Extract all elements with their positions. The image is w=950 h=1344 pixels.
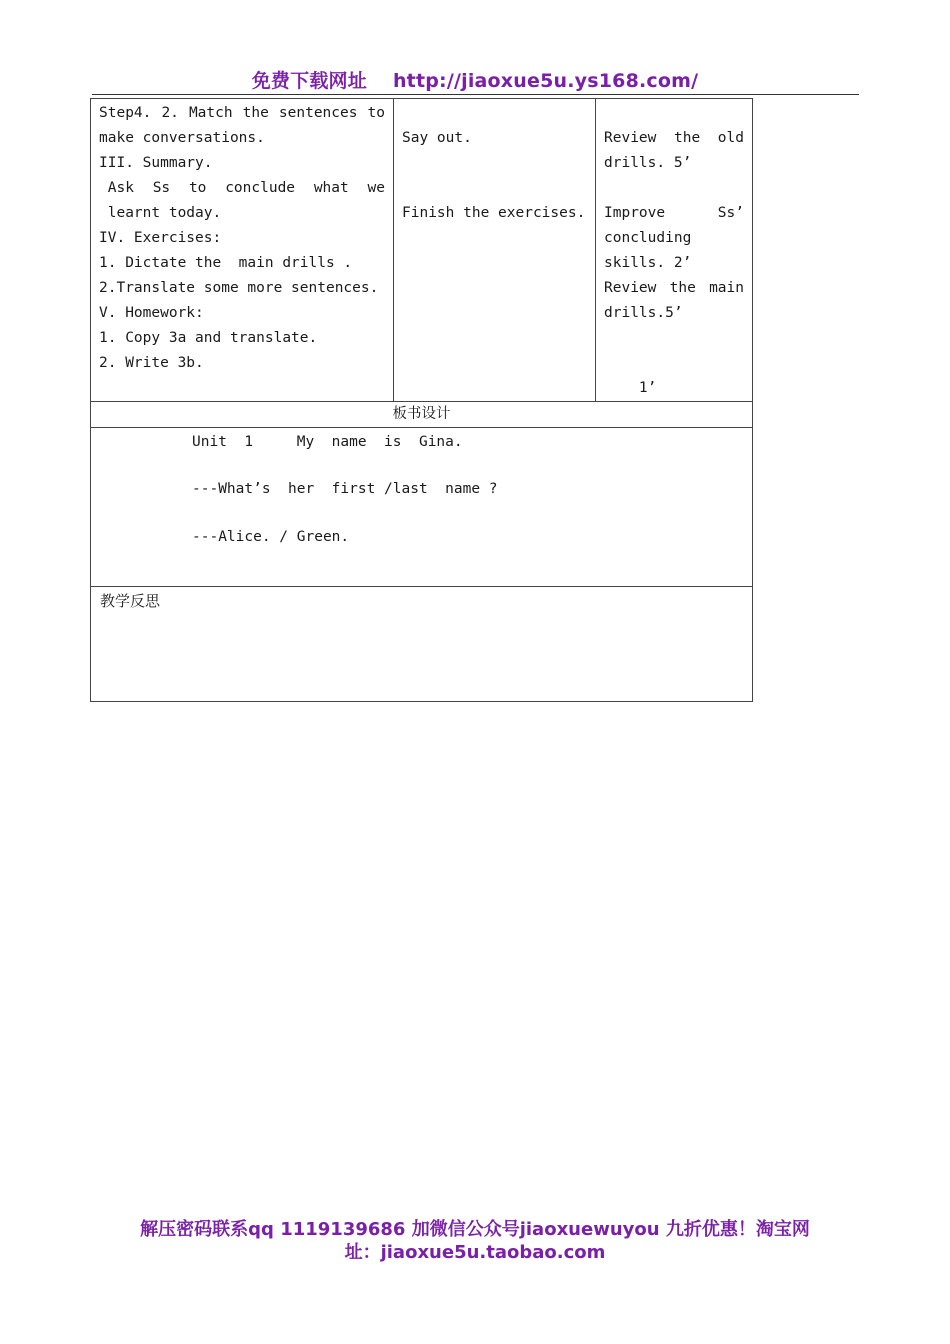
word: the: [669, 280, 696, 296]
word: Ss: [152, 180, 171, 196]
word: to: [367, 105, 385, 121]
text-line: 1. Copy 3a and translate.: [99, 330, 318, 346]
text-line: [99, 101, 385, 126]
word: to: [188, 180, 207, 196]
purpose-text: [596, 99, 752, 401]
text-line: [192, 455, 752, 479]
activity-text: [394, 99, 595, 226]
steps-text: [91, 99, 393, 376]
text-line: IV. Exercises:: [99, 230, 222, 246]
board-text: [91, 428, 752, 550]
text-line: 2.Translate some more sentences.: [99, 280, 379, 296]
word: 2.: [161, 105, 179, 121]
text-line: drills. 5’: [604, 155, 692, 171]
word: Ss’: [717, 205, 744, 221]
text-line: III. Summary.: [99, 155, 213, 171]
word: main: [709, 280, 744, 296]
text-line: [402, 151, 587, 176]
page-header: [0, 66, 950, 93]
steps-cell: [91, 99, 394, 402]
text-line: [604, 101, 744, 126]
header-url[interactable]: http://jiaoxue5u.ys168.com/: [392, 70, 699, 92]
word: Improve: [604, 205, 666, 221]
board-title: 板书设计: [91, 402, 753, 428]
reflection-label: 教学反思: [100, 592, 161, 610]
header-divider: [92, 94, 859, 95]
text-line: [402, 176, 587, 201]
reflection-row: [91, 587, 753, 702]
word: Step4.: [99, 105, 152, 121]
text-line: [604, 326, 744, 351]
text-line: skills. 2’: [604, 255, 692, 271]
word: the: [673, 130, 701, 146]
word: Ask: [99, 180, 134, 196]
header-site-label: 免费下载网址: [251, 70, 367, 92]
text-line: concluding: [604, 230, 692, 246]
word: Match: [188, 105, 233, 121]
text-line: Unit 1 My name is Gina.: [192, 434, 463, 450]
text-line: [604, 201, 744, 226]
board-row: [91, 428, 753, 587]
word: the: [242, 105, 269, 121]
word: what: [313, 180, 349, 196]
text-line: 1’: [604, 380, 657, 396]
procedure-row: [91, 99, 753, 402]
activity-cell: [394, 99, 596, 402]
footer-line-2: 址：jiaoxue5u.taobao.com: [344, 1242, 606, 1263]
reflection-cell: [91, 587, 753, 702]
text-line: learnt today.: [99, 205, 222, 221]
text-line: Say out.: [402, 130, 472, 146]
text-line: Finish the exercises.: [402, 205, 586, 221]
text-line: [604, 351, 744, 376]
text-line: make conversations.: [99, 130, 265, 146]
page-footer: [0, 1218, 950, 1264]
purpose-cell: [596, 99, 753, 402]
text-line: [604, 276, 744, 301]
board-cell: [91, 428, 753, 587]
text-line: [99, 176, 385, 201]
word: sentences: [278, 105, 358, 121]
board-title-row: [91, 402, 753, 428]
text-line: V. Homework:: [99, 305, 204, 321]
footer-line-1: 解压密码联系qq 1119139686 加微信公众号jiaoxuewuyou 九折优惠！淘宝网: [140, 1219, 810, 1240]
text-line: [192, 502, 752, 526]
lesson-plan-table: [90, 98, 753, 702]
word: Review: [604, 130, 657, 146]
text-line: 2. Write 3b.: [99, 355, 204, 371]
text-line: ---What’s her first /last name ?: [192, 481, 498, 498]
text-line: ---Alice. / Green.: [192, 528, 350, 545]
text-line: [604, 126, 744, 151]
text-line: [604, 176, 744, 201]
word: old: [717, 130, 744, 146]
text-line: 1. Dictate the main drills .: [99, 255, 353, 271]
text-line: drills.5’: [604, 305, 683, 321]
word: Review: [604, 280, 657, 296]
word: we: [367, 180, 385, 196]
word: conclude: [225, 180, 296, 196]
text-line: [402, 101, 587, 126]
